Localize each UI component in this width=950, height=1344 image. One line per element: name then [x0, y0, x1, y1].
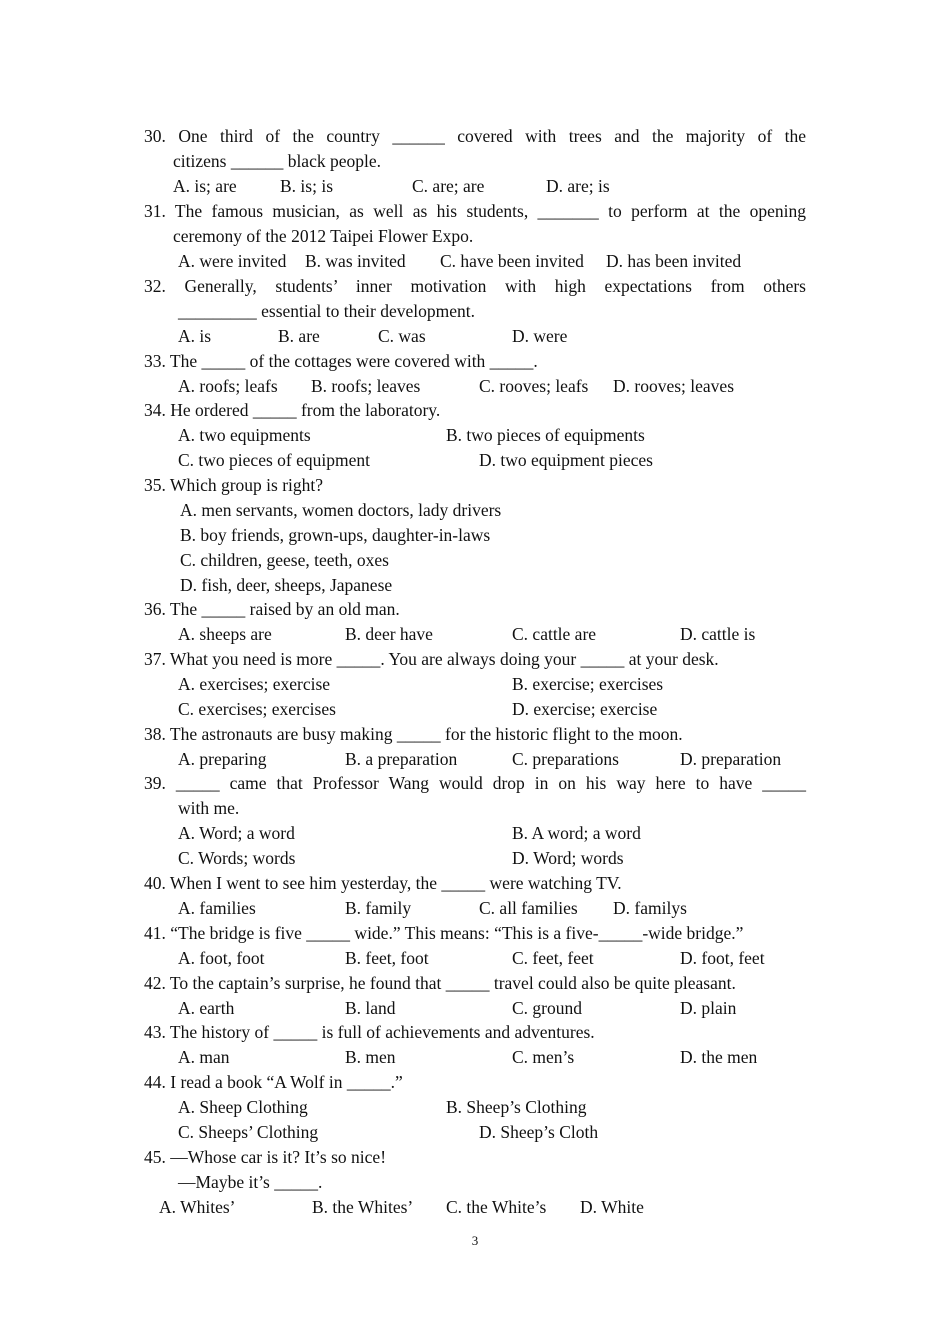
q36-option-b: B. deer have — [345, 624, 433, 644]
q30-option-c: C. are; are — [412, 176, 485, 196]
q41-option-c: C. feet, feet — [512, 948, 594, 968]
q43-option-b: B. men — [345, 1047, 396, 1067]
q31-option-a: A. were invited — [178, 251, 287, 271]
q42-option-c: C. ground — [512, 998, 582, 1018]
question-45-cont: —Maybe it’s _____. — [178, 1172, 323, 1192]
q43-option-d: D. the men — [680, 1047, 758, 1067]
q40-option-b: B. family — [345, 898, 412, 918]
q43-option-c: C. men’s — [512, 1047, 575, 1067]
q42-option-d: D. plain — [680, 998, 737, 1018]
q38-option-b: B. a preparation — [345, 749, 458, 769]
q44-option-c: C. Sheeps’ Clothing — [178, 1122, 319, 1142]
question-44: 44. I read a book “A Wolf in _____.” — [144, 1072, 403, 1092]
q31-option-c: C. have been invited — [440, 251, 584, 271]
question-40: 40. When I went to see him yesterday, the _____ were watching TV. — [144, 873, 622, 893]
q37-option-a: A. exercises; exercise — [178, 674, 331, 694]
q40-option-c: C. all families — [479, 898, 578, 918]
question-37: 37. What you need is more _____. You are always doing your _____ at your desk. — [144, 649, 719, 669]
question-45: 45. —Whose car is it? It’s so nice! — [144, 1147, 387, 1167]
question-36: 36. The _____ raised by an old man. — [144, 599, 400, 619]
q34-option-a: A. two equipments — [178, 425, 311, 445]
question-34: 34. He ordered _____ from the laboratory. — [144, 400, 441, 420]
question-30-cont: citizens ______ black people. — [173, 151, 381, 171]
question-33: 33. The _____ of the cottages were covered with _____. — [144, 351, 538, 371]
q36-option-a: A. sheeps are — [178, 624, 272, 644]
question-30: 30. One third of the country ______ covered with trees and the majority of the — [144, 126, 806, 146]
q39-option-d: D. Word; words — [512, 848, 624, 868]
q45-option-c: C. the White’s — [446, 1197, 547, 1217]
q35-option-d: D. fish, deer, sheeps, Japanese — [180, 575, 393, 595]
question-39-cont: with me. — [178, 798, 240, 818]
question-31: 31. The famous musician, as well as his students, _______ to perform at the opening — [144, 201, 806, 221]
q39-option-c: C. Words; words — [178, 848, 296, 868]
page-number: 3 — [471, 1233, 479, 1248]
question-41: 41. “The bridge is five _____ wide.” This means: “This is a five-_____-wide bridge.” — [144, 923, 744, 943]
q44-option-a: A. Sheep Clothing — [178, 1097, 308, 1117]
q30-option-b: B. is; is — [280, 176, 334, 196]
q41-option-a: A. foot, foot — [178, 948, 265, 968]
q33-option-b: B. roofs; leaves — [311, 376, 421, 396]
q32-option-d: D. were — [512, 326, 568, 346]
q40-option-d: D. familys — [613, 898, 687, 918]
q31-option-d: D. has been invited — [606, 251, 742, 271]
q37-option-d: D. exercise; exercise — [512, 699, 658, 719]
q32-option-b: B. are — [278, 326, 320, 346]
question-42: 42. To the captain’s surprise, he found that _____ travel could also be quite pleasant. — [144, 973, 736, 993]
q32-option-c: C. was — [378, 326, 426, 346]
q34-option-c: C. two pieces of equipment — [178, 450, 370, 470]
q42-option-b: B. land — [345, 998, 396, 1018]
q39-option-b: B. A word; a word — [512, 823, 641, 843]
q34-option-d: D. two equipment pieces — [479, 450, 653, 470]
q35-option-a: A. men servants, women doctors, lady drivers — [180, 500, 502, 520]
q38-option-c: C. preparations — [512, 749, 619, 769]
q44-option-b: B. Sheep’s Clothing — [446, 1097, 587, 1117]
question-38: 38. The astronauts are busy making _____ for the historic flight to the moon. — [144, 724, 683, 744]
q45-option-a: A. Whites’ — [159, 1197, 236, 1217]
q33-option-c: C. rooves; leafs — [479, 376, 589, 396]
q36-option-c: C. cattle are — [512, 624, 597, 644]
q33-option-a: A. roofs; leafs — [178, 376, 278, 396]
q34-option-b: B. two pieces of equipments — [446, 425, 645, 445]
question-32: 32. Generally, students’ inner motivation with high expectations from others — [144, 276, 806, 296]
question-43: 43. The history of _____ is full of achievements and adventures. — [144, 1022, 595, 1042]
q30-option-a: A. is; are — [173, 176, 237, 196]
q36-option-d: D. cattle is — [680, 624, 756, 644]
q45-option-b: B. the Whites’ — [312, 1197, 414, 1217]
q40-option-a: A. families — [178, 898, 256, 918]
q32-option-a: A. is — [178, 326, 212, 346]
q42-option-a: A. earth — [178, 998, 235, 1018]
q38-option-a: A. preparing — [178, 749, 267, 769]
q38-option-d: D. preparation — [680, 749, 782, 769]
q30-option-d: D. are; is — [546, 176, 610, 196]
q33-option-d: D. rooves; leaves — [613, 376, 735, 396]
q44-option-d: D. Sheep’s Cloth — [479, 1122, 599, 1142]
question-31-cont: ceremony of the 2012 Taipei Flower Expo. — [173, 226, 474, 246]
q43-option-a: A. man — [178, 1047, 230, 1067]
q45-option-d: D. White — [580, 1197, 644, 1217]
question-39: 39. _____ came that Professor Wang would drop in on his way here to have _____ — [144, 773, 806, 793]
q35-option-c: C. children, geese, teeth, oxes — [180, 550, 389, 570]
question-32-cont: _________ essential to their development. — [178, 301, 475, 321]
q37-option-c: C. exercises; exercises — [178, 699, 336, 719]
question-35: 35. Which group is right? — [144, 475, 324, 495]
q31-option-b: B. was invited — [305, 251, 406, 271]
q37-option-b: B. exercise; exercises — [512, 674, 664, 694]
q41-option-d: D. foot, feet — [680, 948, 765, 968]
q35-option-b: B. boy friends, grown-ups, daughter-in-laws — [180, 525, 491, 545]
q41-option-b: B. feet, foot — [345, 948, 429, 968]
q39-option-a: A. Word; a word — [178, 823, 295, 843]
